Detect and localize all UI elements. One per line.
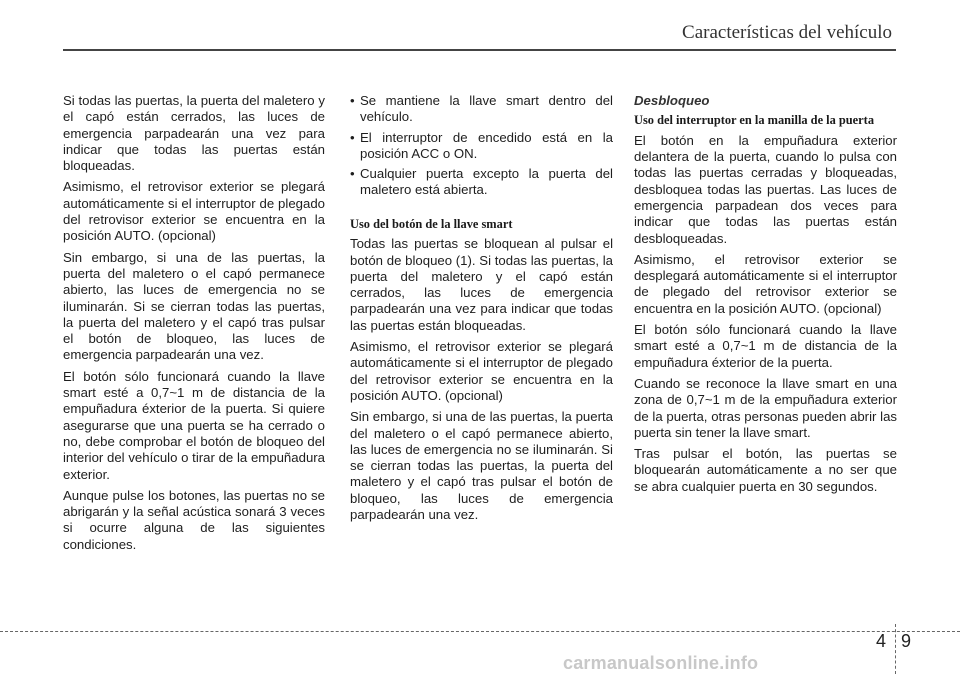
footer-rule	[0, 631, 960, 632]
page-header-title: Características del vehículo	[682, 22, 892, 43]
list-item: • Se mantiene la llave smart dentro del vehículo.	[350, 93, 613, 126]
footer-divider	[895, 624, 896, 674]
watermark[interactable]: carmanualsonline.info	[563, 653, 759, 673]
paragraph: Cuando se reconoce la llave smart en una zona de 0,7~1 m de la empuñadura exterior de la puerta, otras personas pueden abrir las puerta sin tener la llave smart.	[634, 375, 897, 440]
paragraph: Asimismo, el retrovisor exterior se desplegará automáticamente si el interruptor de plegado del retrovisor exterior se encuentra en la posición AUTO. (opcional)	[634, 251, 897, 316]
column-right	[634, 93, 897, 500]
list-item: • Cualquier puerta excepto la puerta del maletero está abierta.	[350, 166, 613, 199]
paragraph: Tras pulsar el botón, las puertas se bloquearán automáticamente a no ser que se abra cualquier puerta en 30 segundos.	[634, 446, 897, 494]
subsection-heading: Uso del botón de la llave smart	[350, 216, 513, 231]
paragraph: Si todas las puertas, la puerta del maletero y el capó están cerrados, las luces de emergencia parpadearán una vez para indicar que todas las puertas están bloqueadas.	[63, 93, 325, 174]
paragraph: Todas las puertas se bloquean al pulsar el botón de bloqueo (1). Si todas las puertas, la puerta del maletero y el capó están cerrados, las luces de emergencia parpadearán una vez para indicar que todas las puertas están bloqueadas.	[350, 236, 613, 333]
list-item: • El interruptor de encedido está en la posición ACC o ON.	[350, 130, 613, 163]
page-number: 9	[901, 631, 912, 651]
column-left	[63, 93, 325, 558]
paragraph: Asimismo, el retrovisor exterior se plegará automáticamente si el interruptor de plegado del retrovisor exterior se encuentra en la posición AUTO. (opcional)	[63, 179, 325, 244]
paragraph: Aunque pulse los botones, las puertas no se abrigarán y la señal acústica sonará 3 veces si ocurre alguna de las siguientes condiciones.	[63, 487, 325, 552]
subsection-heading: Uso del interruptor en la manilla de la puerta	[634, 113, 875, 128]
paragraph: El botón sólo funcionará cuando la llave smart esté a 0,7~1 m de distancia de la empuñadura éxterior de la puerta. Si quiere asegurarse que una puerta se ha cerrado o no, debe comprobar el botón de bloqueo del interior del vehículo o tirar de la empuñadura exterior.	[63, 368, 325, 482]
paragraph: Sin embargo, si una de las puertas, la puerta del maletero o el capó permanece abierto, las luces de emergencia no se iluminarán. Si se cierran todas las puertas, la puerta del maletero y el capó tras pulsar el botón de bloqueo, las luces de emergencia parpadearán una vez.	[350, 409, 613, 523]
paragraph: El botón sólo funcionará cuando la llave smart esté a 0,7~1 m de distancia de la empuñadura éxterior de la puerta.	[634, 322, 897, 370]
condition-list	[350, 93, 613, 199]
header-rule	[63, 49, 896, 51]
paragraph: Asimismo, el retrovisor exterior se plegará automáticamente si el interruptor de plegado del retrovisor exterior se encuentra en la posición AUTO. (opcional)	[350, 339, 613, 403]
column-middle	[350, 93, 613, 528]
section-number: 4	[876, 631, 887, 651]
section-heading: Desbloqueo	[634, 93, 710, 108]
paragraph: El botón en la empuñadura exterior delantera de la puerta, cuando lo pulsa con todas las puertas cerradas y bloqueadas, desbloquea todas las puertas. Las luces de emergencia parpadean dos veces para indicar que todas las puertas están desbloqueadas.	[634, 132, 897, 246]
paragraph: Sin embargo, si una de las puertas, la puerta del maletero o el capó permanece abierto, las luces de emergencia no se iluminarán. Si se cierran todas las puertas, la puerta del maletero y el capó tras pulsar el botón de bloqueo, las luces de emergencia parpadearán una vez.	[63, 249, 325, 363]
